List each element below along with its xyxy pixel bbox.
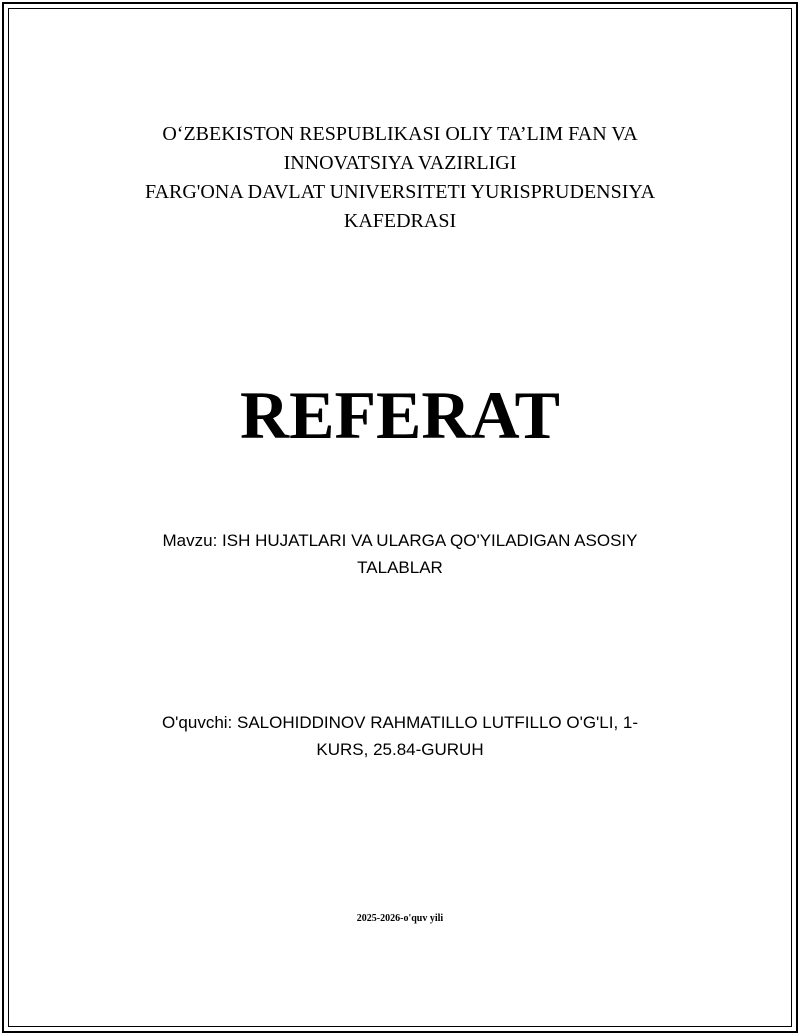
topic-line-2: TALABLAR: [357, 558, 443, 577]
student-block: [0, 709, 800, 763]
header-line-ministry-2: INNOVATSIYA VAZIRLIGI: [283, 152, 517, 174]
document-title: REFERAT: [240, 377, 560, 453]
student-line-2: KURS, 25.84-GURUH: [316, 740, 484, 759]
academic-year: 2025-2026-o'quv yili: [356, 913, 444, 924]
topic-line-1: Mavzu: ISH HUJATLARI VA ULARGA QO'YILADIGAN ASOSIY: [162, 531, 638, 550]
header-line-department: KAFEDRASI: [343, 210, 457, 232]
header-line-ministry-1: O‘ZBEKISTON RESPUBLIKASI OLIY TA’LIM FAN VA: [162, 123, 638, 145]
institution-header: [0, 120, 800, 236]
student-line-1: O'quvchi: SALOHIDDINOV RAHMATILLO LUTFILLO O'G'LI, 1-: [161, 713, 639, 732]
header-line-university: FARG'ONA DAVLAT UNIVERSITETI YURISPRUDENSIYA: [144, 181, 656, 203]
topic-block: [0, 527, 800, 581]
